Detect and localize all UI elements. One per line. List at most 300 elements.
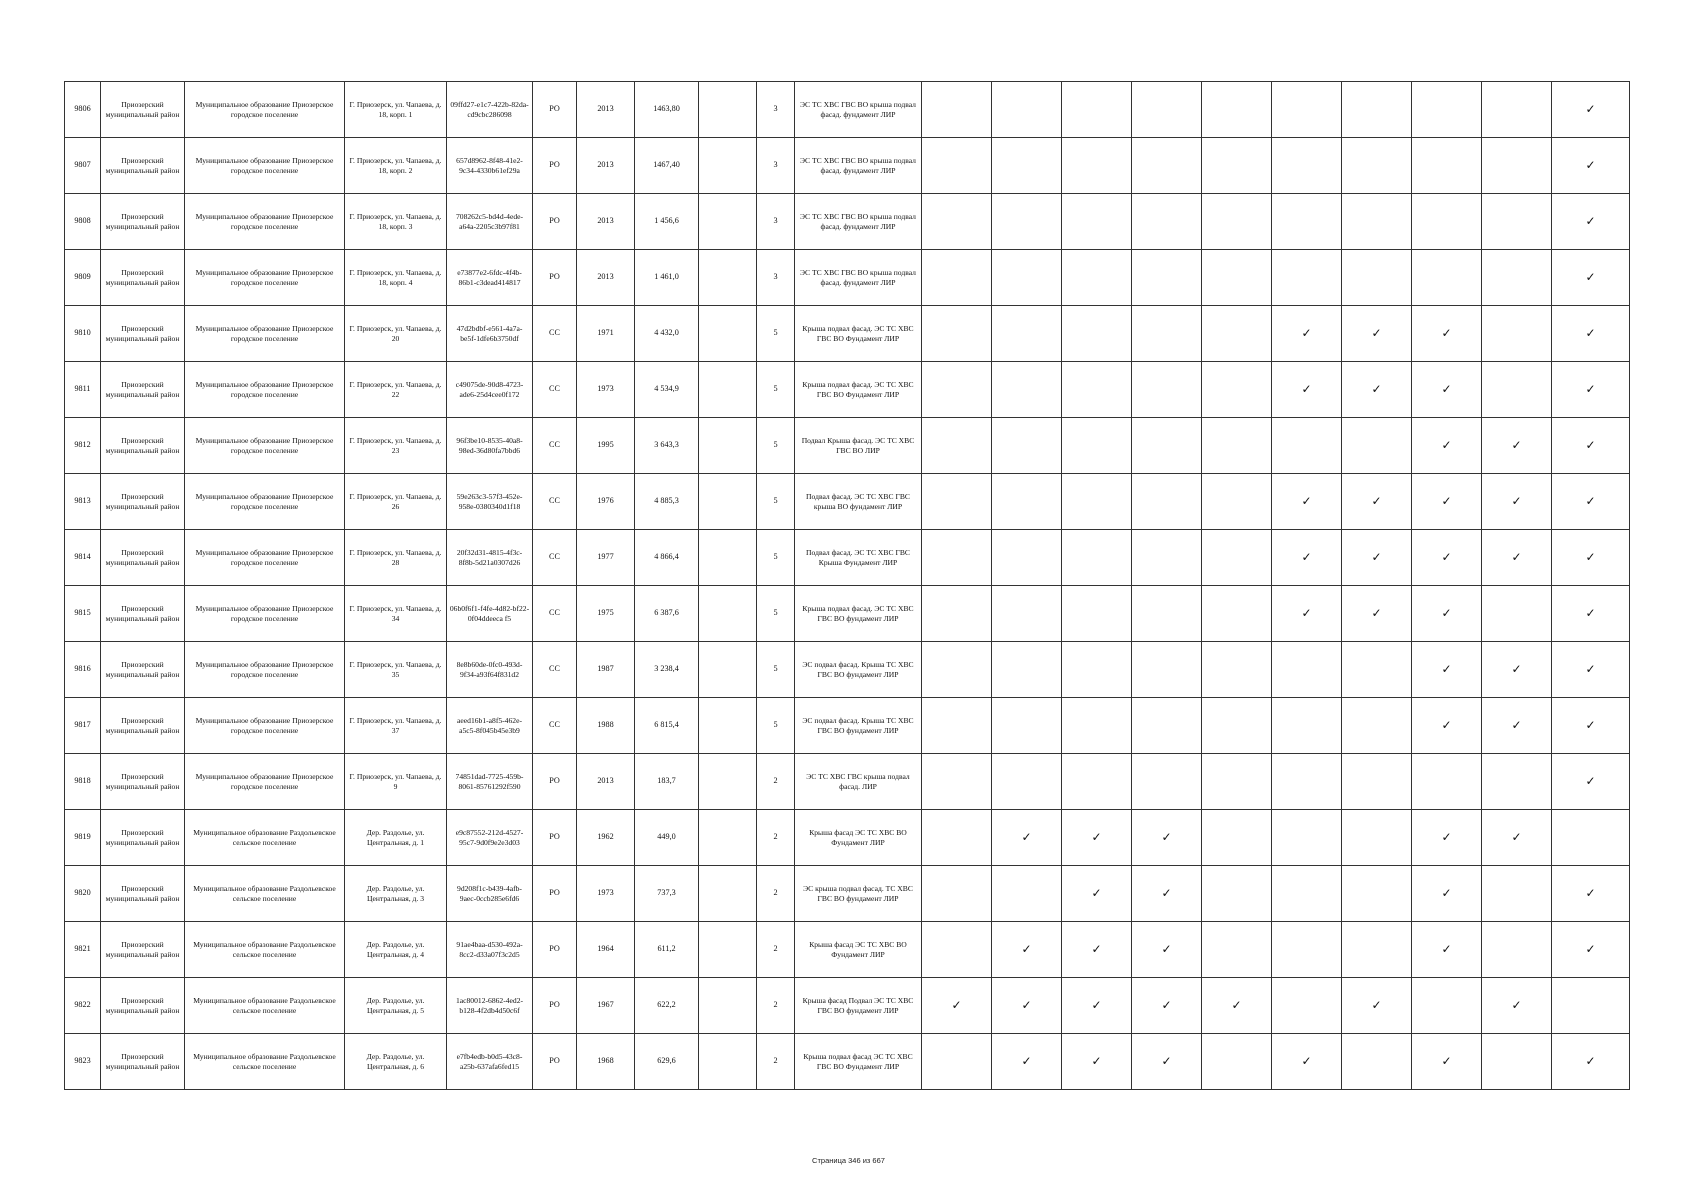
year-cell: 2013 <box>577 82 635 138</box>
empty-check-cell <box>922 642 992 698</box>
check-icon: ✓ <box>1552 698 1630 754</box>
row-number: 9820 <box>65 866 101 922</box>
empty-check-cell <box>1272 810 1342 866</box>
empty-cell <box>699 194 757 250</box>
empty-check-cell <box>1202 642 1272 698</box>
municipality-cell: Муниципальное образование Приозерское городское поселение <box>185 586 345 642</box>
floors-cell: 3 <box>757 194 795 250</box>
municipality-cell: Муниципальное образование Приозерское городское поселение <box>185 754 345 810</box>
empty-check-cell <box>1202 82 1272 138</box>
empty-check-cell <box>1482 138 1552 194</box>
guid-cell: 06b0f6f1-f4fe-4d82-bf22-0f04ddeeca f5 <box>447 586 533 642</box>
guid-cell: 09ffd27-e1c7-422b-82da-cd9cbc286098 <box>447 82 533 138</box>
check-icon: ✓ <box>1482 418 1552 474</box>
empty-check-cell <box>1132 474 1202 530</box>
empty-check-cell <box>1482 922 1552 978</box>
guid-cell: aeed16b1-a8f5-462e-a5c5-8f045b45e3b9 <box>447 698 533 754</box>
check-icon: ✓ <box>1342 978 1412 1034</box>
empty-check-cell <box>1482 754 1552 810</box>
empty-check-cell <box>922 474 992 530</box>
table-row <box>65 866 1630 922</box>
district-cell: Приозерский муниципальный район <box>101 922 185 978</box>
district-cell: Приозерский муниципальный район <box>101 642 185 698</box>
check-icon: ✓ <box>1202 978 1272 1034</box>
municipality-cell: Муниципальное образование Приозерское городское поселение <box>185 306 345 362</box>
empty-check-cell <box>1412 978 1482 1034</box>
check-icon: ✓ <box>1552 474 1630 530</box>
works-list-cell: ЭС подвал фасад. Крыша ТС ХВС ГВС ВО фундамент ЛИР <box>795 642 922 698</box>
floors-cell: 2 <box>757 922 795 978</box>
empty-check-cell <box>1202 866 1272 922</box>
address-cell: Дер. Раздолье, ул. Центральная, д. 4 <box>345 922 447 978</box>
check-icon: ✓ <box>1412 866 1482 922</box>
check-icon: ✓ <box>992 978 1062 1034</box>
area-cell: 1467,40 <box>635 138 699 194</box>
area-cell: 4 866,4 <box>635 530 699 586</box>
guid-cell: 8e8b60de-0fc0-493d-9f34-a93f64f831d2 <box>447 642 533 698</box>
empty-check-cell <box>1482 82 1552 138</box>
year-cell: 1973 <box>577 362 635 418</box>
floors-cell: 2 <box>757 810 795 866</box>
table-row <box>65 642 1630 698</box>
municipality-cell: Муниципальное образование Раздольевское сельское поселение <box>185 866 345 922</box>
works-list-cell: Подвал фасад. ЭС ТС ХВС ГВС Крыша Фундамент ЛИР <box>795 530 922 586</box>
address-cell: Г. Приозерск, ул. Чапаева, д. 18, корп. 4 <box>345 250 447 306</box>
wall-type-cell: РО <box>533 194 577 250</box>
table-row <box>65 810 1630 866</box>
floors-cell: 2 <box>757 978 795 1034</box>
guid-cell: 9d208f1c-b439-4afb-9aec-0ccb285e6fd6 <box>447 866 533 922</box>
table-row <box>65 474 1630 530</box>
row-number: 9806 <box>65 82 101 138</box>
check-icon: ✓ <box>1552 418 1630 474</box>
guid-cell: 47d2bdbf-e561-4a7a-be5f-1dfe6b3750df <box>447 306 533 362</box>
guid-cell: 91ae4baa-d530-492a-8cc2-d33a07f3c2d5 <box>447 922 533 978</box>
works-list-cell: ЭС ТС ХВС ГВС ВО крыша подвал фасад. фундамент ЛИР <box>795 250 922 306</box>
empty-check-cell <box>1202 530 1272 586</box>
row-number: 9812 <box>65 418 101 474</box>
address-cell: Г. Приозерск, ул. Чапаева, д. 34 <box>345 586 447 642</box>
check-icon: ✓ <box>1132 1034 1202 1090</box>
wall-type-cell: РО <box>533 866 577 922</box>
floors-cell: 2 <box>757 1034 795 1090</box>
check-icon: ✓ <box>1412 642 1482 698</box>
wall-type-cell: СС <box>533 642 577 698</box>
year-cell: 1987 <box>577 642 635 698</box>
check-icon: ✓ <box>1272 362 1342 418</box>
address-cell: Г. Приозерск, ул. Чапаева, д. 18, корп. 2 <box>345 138 447 194</box>
district-cell: Приозерский муниципальный район <box>101 698 185 754</box>
address-cell: Дер. Раздолье, ул. Центральная, д. 5 <box>345 978 447 1034</box>
works-list-cell: ЭС крыша подвал фасад. ТС ХВС ГВС ВО фундамент ЛИР <box>795 866 922 922</box>
empty-cell <box>699 810 757 866</box>
district-cell: Приозерский муниципальный район <box>101 586 185 642</box>
municipality-cell: Муниципальное образование Приозерское городское поселение <box>185 418 345 474</box>
check-icon: ✓ <box>1412 1034 1482 1090</box>
empty-check-cell <box>922 82 992 138</box>
row-number: 9821 <box>65 922 101 978</box>
empty-check-cell <box>992 754 1062 810</box>
district-cell: Приозерский муниципальный район <box>101 362 185 418</box>
district-cell: Приозерский муниципальный район <box>101 250 185 306</box>
empty-check-cell <box>992 306 1062 362</box>
row-number: 9807 <box>65 138 101 194</box>
floors-cell: 5 <box>757 362 795 418</box>
district-cell: Приозерский муниципальный район <box>101 978 185 1034</box>
check-icon: ✓ <box>1552 306 1630 362</box>
empty-check-cell <box>1342 1034 1412 1090</box>
table-row <box>65 754 1630 810</box>
municipality-cell: Муниципальное образование Приозерское городское поселение <box>185 138 345 194</box>
table-row <box>65 1034 1630 1090</box>
check-icon: ✓ <box>1552 362 1630 418</box>
floors-cell: 2 <box>757 866 795 922</box>
check-icon: ✓ <box>1412 474 1482 530</box>
wall-type-cell: СС <box>533 698 577 754</box>
empty-cell <box>699 978 757 1034</box>
empty-check-cell <box>1202 306 1272 362</box>
works-list-cell: Крыша фасад Подвал ЭС ТС ХВС ГВС ВО фундамент ЛИР <box>795 978 922 1034</box>
empty-check-cell <box>1062 82 1132 138</box>
empty-check-cell <box>1342 922 1412 978</box>
check-icon: ✓ <box>1552 138 1630 194</box>
table-row <box>65 922 1630 978</box>
empty-check-cell <box>1062 530 1132 586</box>
guid-cell: 59e263c3-57f3-452e-958e-0380340d1f18 <box>447 474 533 530</box>
district-cell: Приозерский муниципальный район <box>101 82 185 138</box>
empty-check-cell <box>1272 82 1342 138</box>
row-number: 9818 <box>65 754 101 810</box>
check-icon: ✓ <box>1342 362 1412 418</box>
empty-check-cell <box>1272 978 1342 1034</box>
check-icon: ✓ <box>1132 866 1202 922</box>
district-cell: Приозерский муниципальный район <box>101 418 185 474</box>
check-icon: ✓ <box>1342 474 1412 530</box>
empty-check-cell <box>1132 530 1202 586</box>
table-row <box>65 138 1630 194</box>
housing-register-table <box>64 81 1630 1090</box>
address-cell: Дер. Раздолье, ул. Центральная, д. 3 <box>345 866 447 922</box>
empty-check-cell <box>1482 306 1552 362</box>
area-cell: 183,7 <box>635 754 699 810</box>
check-icon: ✓ <box>1552 754 1630 810</box>
municipality-cell: Муниципальное образование Приозерское городское поселение <box>185 362 345 418</box>
empty-check-cell <box>992 362 1062 418</box>
wall-type-cell: РО <box>533 250 577 306</box>
table-row <box>65 530 1630 586</box>
row-number: 9822 <box>65 978 101 1034</box>
check-icon: ✓ <box>1272 306 1342 362</box>
check-icon: ✓ <box>1412 530 1482 586</box>
check-icon: ✓ <box>1062 810 1132 866</box>
floors-cell: 3 <box>757 138 795 194</box>
area-cell: 4 885,3 <box>635 474 699 530</box>
wall-type-cell: СС <box>533 418 577 474</box>
empty-check-cell <box>1272 418 1342 474</box>
area-cell: 1 456,6 <box>635 194 699 250</box>
table-row <box>65 306 1630 362</box>
empty-check-cell <box>1062 138 1132 194</box>
municipality-cell: Муниципальное образование Раздольевское сельское поселение <box>185 1034 345 1090</box>
empty-check-cell <box>922 698 992 754</box>
empty-check-cell <box>922 362 992 418</box>
municipality-cell: Муниципальное образование Приозерское городское поселение <box>185 642 345 698</box>
empty-check-cell <box>1342 642 1412 698</box>
empty-check-cell <box>1482 362 1552 418</box>
empty-cell <box>699 530 757 586</box>
check-icon: ✓ <box>1552 250 1630 306</box>
empty-check-cell <box>1132 82 1202 138</box>
municipality-cell: Муниципальное образование Раздольевское сельское поселение <box>185 922 345 978</box>
works-list-cell: ЭС ТС ХВС ГВС крыша подвал фасад. ЛИР <box>795 754 922 810</box>
wall-type-cell: РО <box>533 810 577 866</box>
empty-check-cell <box>1482 866 1552 922</box>
floors-cell: 5 <box>757 474 795 530</box>
address-cell: Г. Приозерск, ул. Чапаева, д. 9 <box>345 754 447 810</box>
empty-check-cell <box>992 642 1062 698</box>
row-number: 9814 <box>65 530 101 586</box>
wall-type-cell: СС <box>533 306 577 362</box>
empty-check-cell <box>1062 418 1132 474</box>
empty-check-cell <box>922 922 992 978</box>
wall-type-cell: СС <box>533 530 577 586</box>
empty-check-cell <box>1342 754 1412 810</box>
empty-check-cell <box>922 586 992 642</box>
empty-cell <box>699 586 757 642</box>
check-icon: ✓ <box>1342 306 1412 362</box>
empty-check-cell <box>1202 138 1272 194</box>
empty-check-cell <box>1202 474 1272 530</box>
check-icon: ✓ <box>1552 194 1630 250</box>
row-number: 9816 <box>65 642 101 698</box>
row-number: 9823 <box>65 1034 101 1090</box>
area-cell: 6 815,4 <box>635 698 699 754</box>
empty-check-cell <box>1202 922 1272 978</box>
guid-cell: 657d8962-8f48-41e2-9c34-4330b61ef29a <box>447 138 533 194</box>
guid-cell: 20f32d31-4815-4f3c-8f8b-5d21a0307d26 <box>447 530 533 586</box>
check-icon: ✓ <box>1552 586 1630 642</box>
check-icon: ✓ <box>1552 922 1630 978</box>
empty-check-cell <box>1062 642 1132 698</box>
check-icon: ✓ <box>1272 1034 1342 1090</box>
empty-cell <box>699 754 757 810</box>
empty-check-cell <box>1202 586 1272 642</box>
empty-check-cell <box>1202 418 1272 474</box>
wall-type-cell: РО <box>533 978 577 1034</box>
empty-check-cell <box>1062 362 1132 418</box>
check-icon: ✓ <box>1132 922 1202 978</box>
year-cell: 1976 <box>577 474 635 530</box>
address-cell: Г. Приозерск, ул. Чапаева, д. 18, корп. 3 <box>345 194 447 250</box>
empty-check-cell <box>1342 866 1412 922</box>
address-cell: Г. Приозерск, ул. Чапаева, д. 37 <box>345 698 447 754</box>
area-cell: 1463,80 <box>635 82 699 138</box>
municipality-cell: Муниципальное образование Раздольевское сельское поселение <box>185 978 345 1034</box>
wall-type-cell: СС <box>533 474 577 530</box>
empty-check-cell <box>922 250 992 306</box>
empty-check-cell <box>1342 250 1412 306</box>
empty-check-cell <box>922 530 992 586</box>
floors-cell: 3 <box>757 82 795 138</box>
year-cell: 2013 <box>577 138 635 194</box>
empty-check-cell <box>1412 250 1482 306</box>
empty-check-cell <box>922 754 992 810</box>
empty-check-cell <box>1062 194 1132 250</box>
wall-type-cell: РО <box>533 138 577 194</box>
works-list-cell: ЭС ТС ХВС ГВС ВО крыша подвал фасад. фундамент ЛИР <box>795 138 922 194</box>
wall-type-cell: РО <box>533 922 577 978</box>
empty-check-cell <box>1342 810 1412 866</box>
guid-cell: 1ac80012-6862-4ed2-b128-4f2db4d50c6f <box>447 978 533 1034</box>
check-icon: ✓ <box>1272 530 1342 586</box>
year-cell: 2013 <box>577 250 635 306</box>
check-icon: ✓ <box>1272 474 1342 530</box>
check-icon: ✓ <box>1552 1034 1630 1090</box>
district-cell: Приозерский муниципальный район <box>101 1034 185 1090</box>
empty-check-cell <box>1202 754 1272 810</box>
empty-check-cell <box>922 194 992 250</box>
municipality-cell: Муниципальное образование Приозерское городское поселение <box>185 698 345 754</box>
empty-check-cell <box>1202 810 1272 866</box>
empty-check-cell <box>1132 586 1202 642</box>
empty-check-cell <box>1342 698 1412 754</box>
empty-check-cell <box>1342 418 1412 474</box>
municipality-cell: Муниципальное образование Приозерское городское поселение <box>185 82 345 138</box>
empty-check-cell <box>1062 698 1132 754</box>
check-icon: ✓ <box>1482 698 1552 754</box>
empty-check-cell <box>1132 250 1202 306</box>
empty-check-cell <box>1272 922 1342 978</box>
empty-check-cell <box>1412 754 1482 810</box>
table-row <box>65 698 1630 754</box>
works-list-cell: ЭС подвал фасад. Крыша ТС ХВС ГВС ВО фундамент ЛИР <box>795 698 922 754</box>
year-cell: 2013 <box>577 754 635 810</box>
address-cell: Дер. Раздолье, ул. Центральная, д. 6 <box>345 1034 447 1090</box>
municipality-cell: Муниципальное образование Приозерское городское поселение <box>185 474 345 530</box>
check-icon: ✓ <box>1412 418 1482 474</box>
row-number: 9815 <box>65 586 101 642</box>
area-cell: 737,3 <box>635 866 699 922</box>
year-cell: 1975 <box>577 586 635 642</box>
empty-check-cell <box>992 698 1062 754</box>
row-number: 9811 <box>65 362 101 418</box>
empty-cell <box>699 642 757 698</box>
area-cell: 6 387,6 <box>635 586 699 642</box>
check-icon: ✓ <box>1412 810 1482 866</box>
district-cell: Приозерский муниципальный район <box>101 194 185 250</box>
district-cell: Приозерский муниципальный район <box>101 306 185 362</box>
row-number: 9813 <box>65 474 101 530</box>
district-cell: Приозерский муниципальный район <box>101 474 185 530</box>
empty-check-cell <box>992 530 1062 586</box>
empty-check-cell <box>922 866 992 922</box>
empty-cell <box>699 250 757 306</box>
guid-cell: c49075de-90d8-4723-ade6-25d4cee0f172 <box>447 362 533 418</box>
table-body <box>65 82 1630 1090</box>
wall-type-cell: РО <box>533 754 577 810</box>
guid-cell: 74851dad-7725-459b-8061-85761292f590 <box>447 754 533 810</box>
municipality-cell: Муниципальное образование Приозерское городское поселение <box>185 194 345 250</box>
floors-cell: 5 <box>757 306 795 362</box>
works-list-cell: Крыша подвал фасад ЭС ТС ХВС ГВС ВО Фундамент ЛИР <box>795 1034 922 1090</box>
floors-cell: 2 <box>757 754 795 810</box>
area-cell: 4 534,9 <box>635 362 699 418</box>
empty-check-cell <box>1062 474 1132 530</box>
works-list-cell: Крыша фасад ЭС ТС ХВС ВО Фундамент ЛИР <box>795 922 922 978</box>
empty-check-cell <box>1272 642 1342 698</box>
guid-cell: e73877e2-6fdc-4f4b-86b1-c3dead414817 <box>447 250 533 306</box>
table-row <box>65 82 1630 138</box>
empty-check-cell <box>992 250 1062 306</box>
empty-check-cell <box>1202 194 1272 250</box>
floors-cell: 5 <box>757 586 795 642</box>
empty-check-cell <box>1132 642 1202 698</box>
area-cell: 4 432,0 <box>635 306 699 362</box>
table-row <box>65 418 1630 474</box>
address-cell: Дер. Раздолье, ул. Центральная, д. 1 <box>345 810 447 866</box>
empty-check-cell <box>992 82 1062 138</box>
empty-check-cell <box>922 1034 992 1090</box>
check-icon: ✓ <box>1342 586 1412 642</box>
empty-check-cell <box>1482 1034 1552 1090</box>
check-icon: ✓ <box>1482 978 1552 1034</box>
address-cell: Г. Приозерск, ул. Чапаева, д. 23 <box>345 418 447 474</box>
floors-cell: 3 <box>757 250 795 306</box>
empty-check-cell <box>1062 586 1132 642</box>
year-cell: 1988 <box>577 698 635 754</box>
empty-cell <box>699 1034 757 1090</box>
empty-check-cell <box>922 306 992 362</box>
year-cell: 1967 <box>577 978 635 1034</box>
empty-cell <box>699 362 757 418</box>
wall-type-cell: РО <box>533 1034 577 1090</box>
address-cell: Г. Приозерск, ул. Чапаева, д. 18, корп. 1 <box>345 82 447 138</box>
area-cell: 622,2 <box>635 978 699 1034</box>
check-icon: ✓ <box>992 810 1062 866</box>
check-icon: ✓ <box>1062 1034 1132 1090</box>
floors-cell: 5 <box>757 698 795 754</box>
empty-check-cell <box>992 474 1062 530</box>
check-icon: ✓ <box>1412 922 1482 978</box>
area-cell: 629,6 <box>635 1034 699 1090</box>
empty-check-cell <box>1132 194 1202 250</box>
empty-check-cell <box>992 194 1062 250</box>
empty-check-cell <box>1202 362 1272 418</box>
empty-check-cell <box>1132 418 1202 474</box>
row-number: 9819 <box>65 810 101 866</box>
check-icon: ✓ <box>992 1034 1062 1090</box>
works-list-cell: ЭС ТС ХВС ГВС ВО крыша подвал фасад. фундамент ЛИР <box>795 194 922 250</box>
empty-cell <box>699 138 757 194</box>
check-icon: ✓ <box>1062 922 1132 978</box>
empty-check-cell <box>1272 698 1342 754</box>
wall-type-cell: РО <box>533 82 577 138</box>
floors-cell: 5 <box>757 642 795 698</box>
check-icon: ✓ <box>1482 810 1552 866</box>
check-icon: ✓ <box>1412 586 1482 642</box>
year-cell: 1968 <box>577 1034 635 1090</box>
check-icon: ✓ <box>1482 474 1552 530</box>
district-cell: Приозерский муниципальный район <box>101 810 185 866</box>
empty-check-cell <box>1412 194 1482 250</box>
empty-check-cell <box>1482 194 1552 250</box>
check-icon: ✓ <box>1062 866 1132 922</box>
table-row <box>65 586 1630 642</box>
check-icon: ✓ <box>1552 82 1630 138</box>
table-row <box>65 362 1630 418</box>
works-list-cell: Крыша подвал фасад. ЭС ТС ХВС ГВС ВО Фундамент ЛИР <box>795 306 922 362</box>
empty-check-cell <box>1132 754 1202 810</box>
